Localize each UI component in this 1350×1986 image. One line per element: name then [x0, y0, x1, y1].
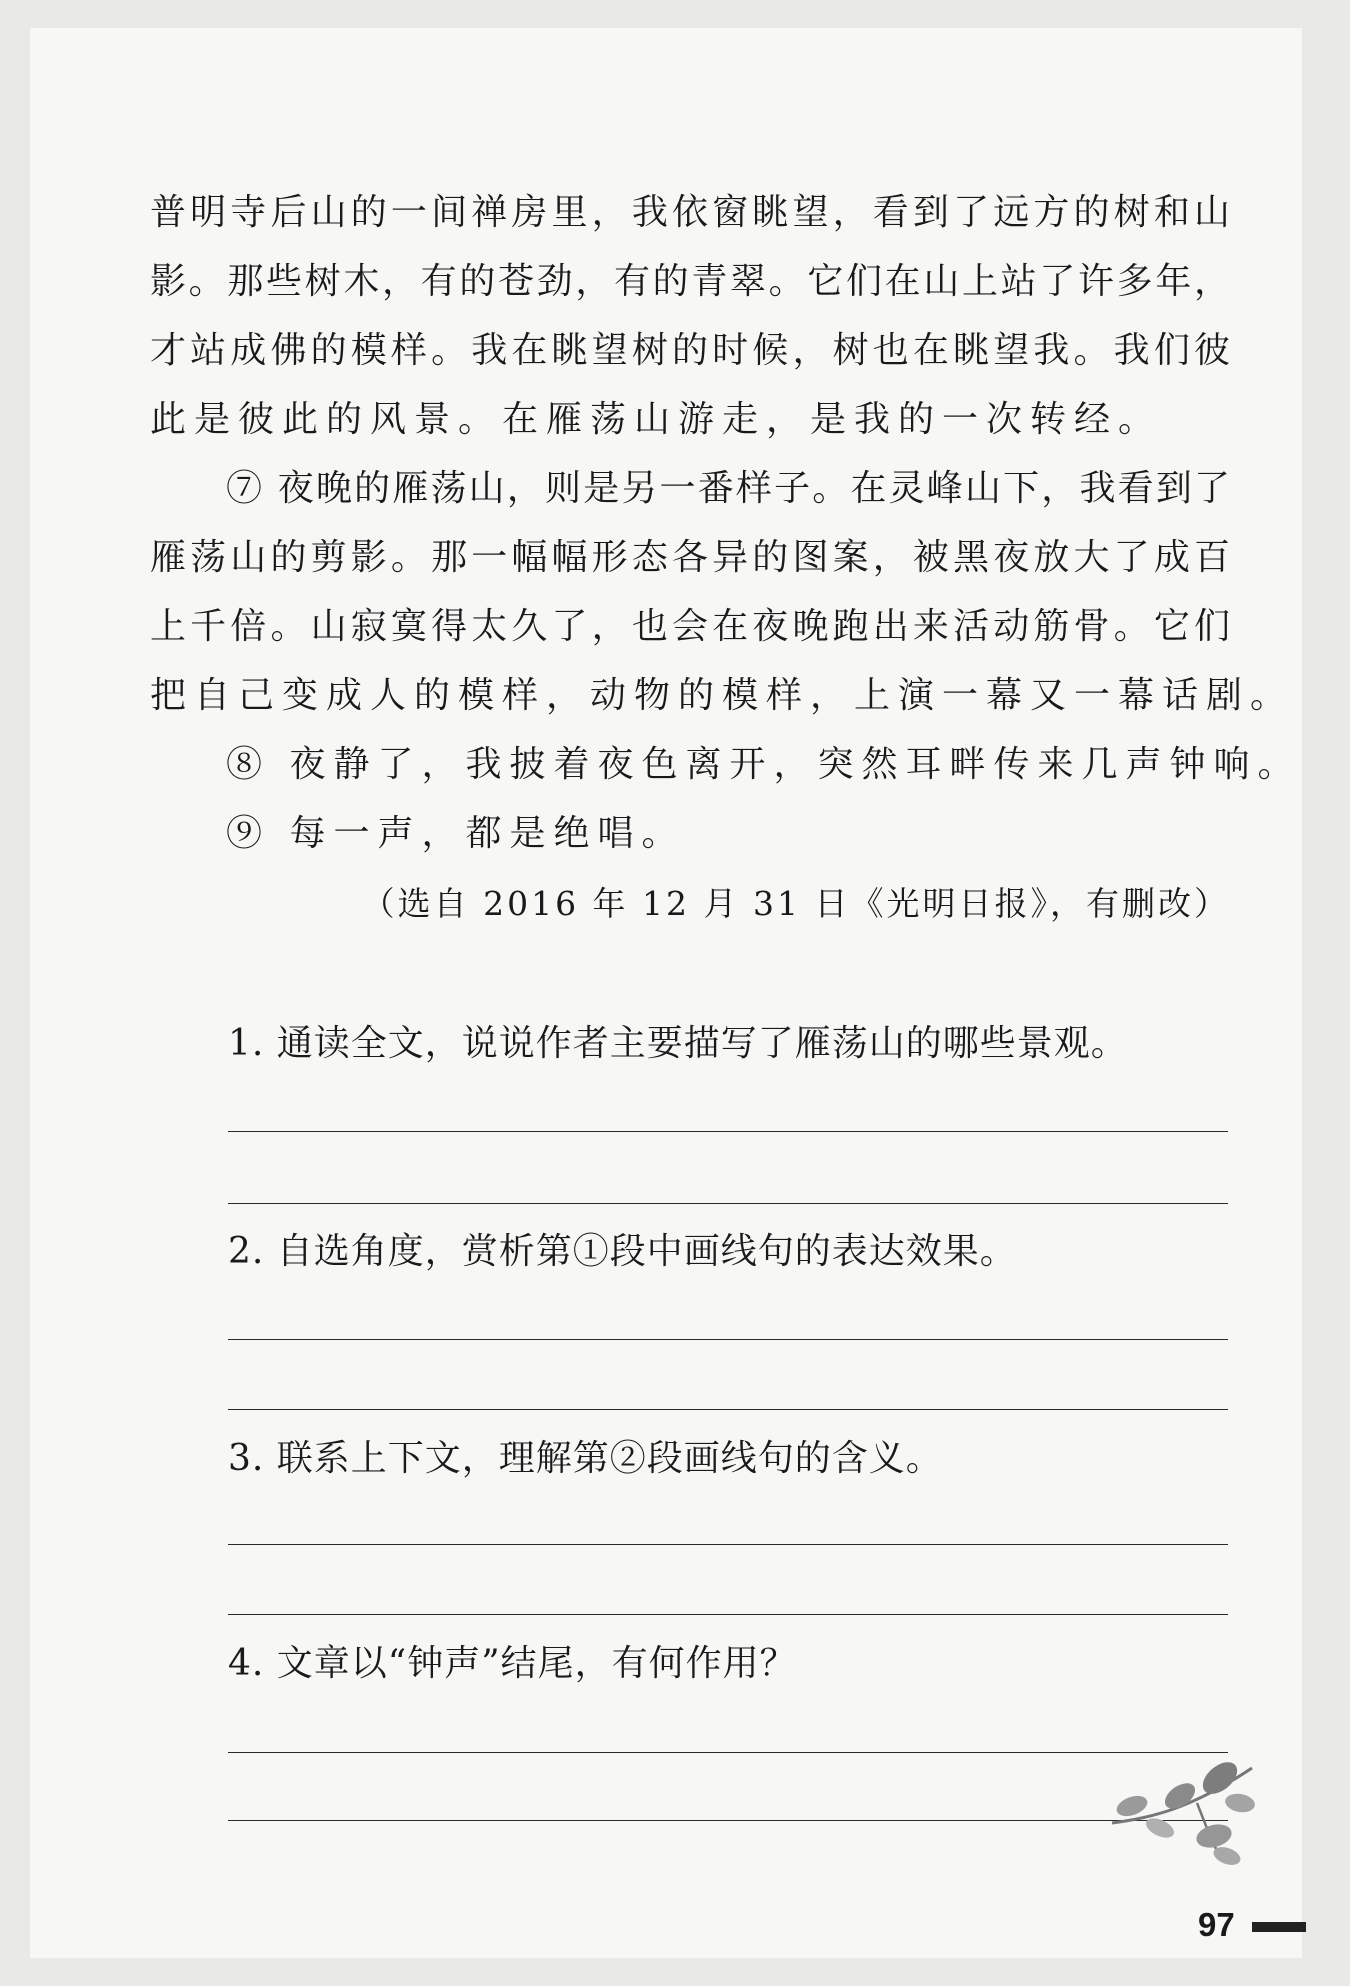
answer-line[interactable] [228, 1752, 1228, 1753]
answer-line[interactable] [228, 1339, 1228, 1340]
answer-line[interactable] [228, 1203, 1228, 1204]
passage-paragraph-8: ⑧ 夜静了，我披着夜色离开，突然耳畔传来几声钟响。 [226, 744, 1302, 785]
passage-line: 把自己变成人的模样，动物的模样，上演一幕又一幕话剧。 [150, 675, 1295, 716]
answer-line[interactable] [228, 1131, 1228, 1132]
page-number-bar [1252, 1922, 1306, 1932]
answer-line[interactable] [228, 1614, 1228, 1615]
passage [150, 178, 1302, 868]
passage-line: 此是彼此的风景。在雁荡山游走，是我的一次转经。 [150, 399, 1163, 440]
question-1: 1. 通读全文，说说作者主要描写了雁荡山的哪些景观。 [228, 1023, 1128, 1064]
answer-line[interactable] [228, 1820, 1228, 1821]
page-number: 97 [1198, 1906, 1235, 1943]
answer-line[interactable] [228, 1544, 1228, 1545]
question-3: 3. 联系上下文，理解第②段画线句的含义。 [228, 1438, 943, 1479]
passage-paragraph-9: ⑨ 每一声，都是绝唱。 [226, 813, 686, 854]
workbook-page [30, 28, 1302, 1958]
passage-line: 上千倍。山寂寞得太久了，也会在夜晚跑出来活动筋骨。它们 [150, 606, 1230, 647]
answer-line[interactable] [228, 1409, 1228, 1410]
passage-line: 才站成佛的模样。我在眺望树的时候，树也在眺望我。我们彼 [150, 330, 1230, 371]
passage-line: 雁荡山的剪影。那一幅幅形态各异的图案，被黑夜放大了成百 [150, 537, 1230, 578]
leaf-branch-icon [1102, 1748, 1262, 1868]
passage-paragraph-7: ⑦ 夜晚的雁荡山，则是另一番样子。在灵峰山下，我看到了 [226, 468, 1230, 509]
passage-line: 影。那些树木，有的苍劲，有的青翠。它们在山上站了许多年， [150, 261, 1230, 302]
source-citation: （选自 2016 年 12 月 31 日《光明日报》，有删改） [361, 884, 1230, 923]
question-4: 4. 文章以“钟声”结尾，有何作用？ [228, 1643, 797, 1684]
passage-line: 普明寺后山的一间禅房里，我依窗眺望，看到了远方的树和山 [150, 192, 1230, 233]
question-2: 2. 自选角度，赏析第①段中画线句的表达效果。 [228, 1231, 1017, 1272]
